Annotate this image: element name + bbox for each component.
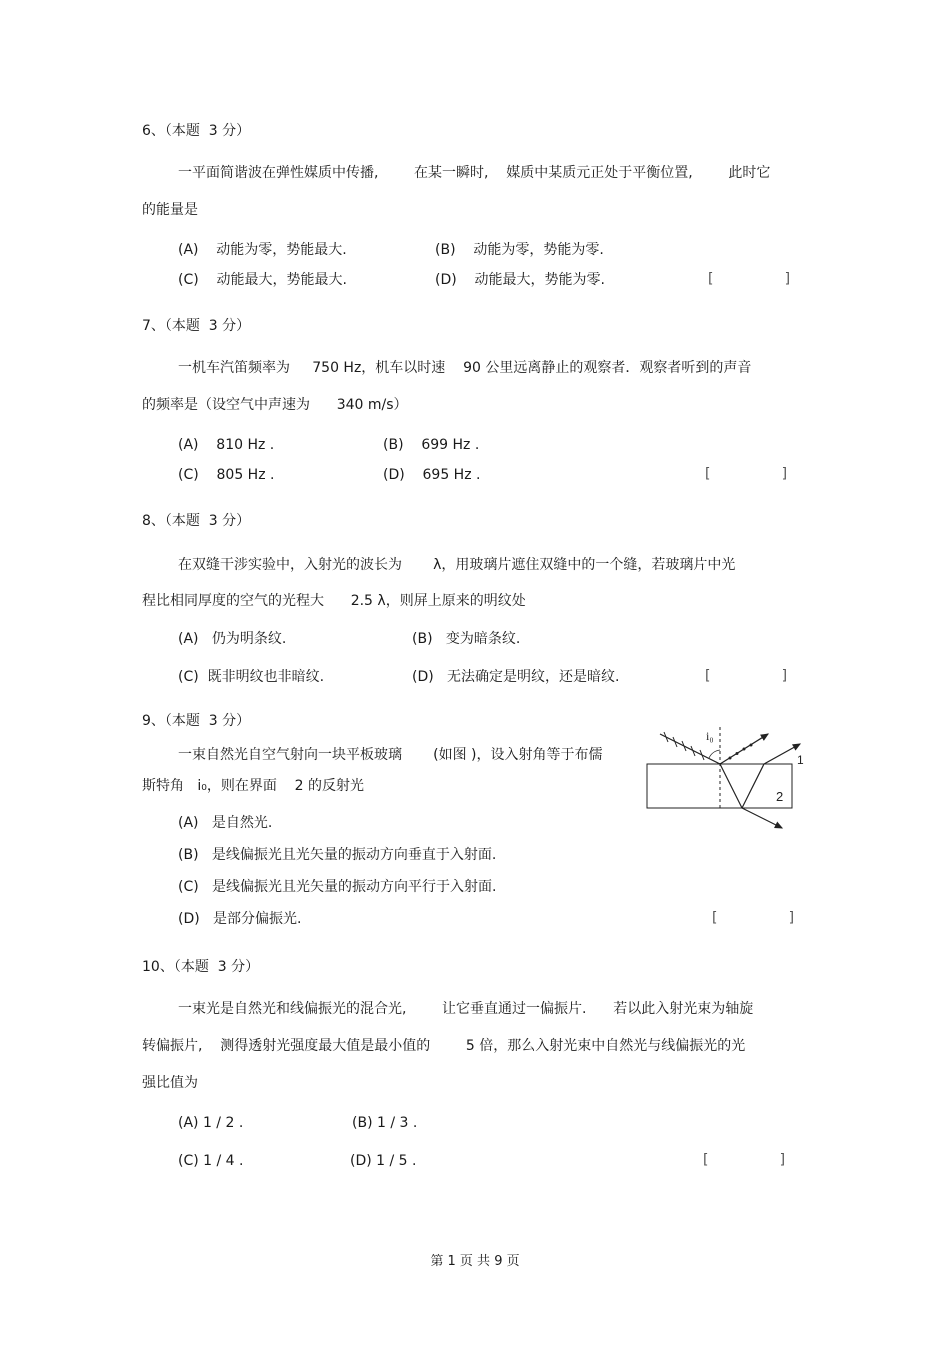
q10-option-b: (B) 1 / 3 . bbox=[352, 1115, 418, 1131]
q6-header: 6、（本题 3 分） bbox=[142, 123, 251, 139]
q7-option-d: (D) 695 Hz . bbox=[383, 467, 481, 483]
q6-answer-bracket[interactable]: [ ] bbox=[708, 271, 791, 287]
brewster-angle-diagram bbox=[640, 722, 810, 834]
q8-header: 8、（本题 3 分） bbox=[142, 513, 251, 529]
q9-option-d: (D) 是部分偏振光. bbox=[178, 911, 302, 927]
interface-2-label: 2 bbox=[776, 789, 784, 804]
q7-stem-line1: 一机车汽笛频率为 750 Hz，机车以时速 90 公里远离静止的观察者．观察者听到的声音 bbox=[178, 360, 752, 376]
q9-stem-line1: 一束自然光自空气射向一块平板玻璃 (如图 )，设入射角等于布儒 bbox=[178, 747, 603, 763]
q7-header: 7、（本题 3 分） bbox=[142, 318, 251, 334]
q7-option-a: (A) 810 Hz . bbox=[178, 437, 275, 453]
angle-label: i₀ bbox=[706, 729, 714, 743]
q9-option-c: (C) 是线偏振光且光矢量的振动方向平行于入射面. bbox=[178, 879, 497, 895]
q10-option-a: (A) 1 / 2 . bbox=[178, 1115, 244, 1131]
q9-answer-bracket[interactable]: [ ] bbox=[712, 910, 795, 926]
q9-stem-line2: 斯特角 i₀，则在界面 2 的反射光 bbox=[142, 778, 365, 794]
q8-stem-line2: 程比相同厚度的空气的光程大 2.5 λ，则屏上原来的明纹处 bbox=[142, 593, 526, 609]
q9-option-b: (B) 是线偏振光且光矢量的振动方向垂直于入射面. bbox=[178, 847, 497, 863]
q6-stem-line2: 的能量是 bbox=[142, 202, 198, 218]
q8-stem-line1: 在双缝干涉实验中，入射光的波长为 λ，用玻璃片遮住双缝中的一个缝，若玻璃片中光 bbox=[178, 557, 736, 573]
q9-option-a: (A) 是自然光. bbox=[178, 815, 273, 831]
q7-option-b: (B) 699 Hz . bbox=[383, 437, 480, 453]
reflected-ray-2 bbox=[742, 764, 764, 808]
q8-option-b: (B) 变为暗条纹. bbox=[412, 631, 521, 647]
emergent-ray bbox=[764, 744, 800, 764]
interface-1-label: 1 bbox=[797, 753, 804, 767]
q6-option-a: (A) 动能为零，势能最大. bbox=[178, 242, 347, 258]
q7-option-c: (C) 805 Hz . bbox=[178, 467, 275, 483]
q6-option-b: (B) 动能为零，势能为零. bbox=[435, 242, 604, 258]
page-footer: 第 1 页 共 9 页 bbox=[430, 1254, 520, 1269]
q9-header: 9、（本题 3 分） bbox=[142, 713, 251, 729]
q8-option-c: (C) 既非明纹也非暗纹. bbox=[178, 669, 325, 685]
q8-answer-bracket[interactable]: [ ] bbox=[705, 668, 788, 684]
angle-arc bbox=[709, 750, 720, 758]
q8-option-a: (A) 仍为明条纹. bbox=[178, 631, 287, 647]
q7-stem-line2: 的频率是（设空气中声速为 340 m/s） bbox=[142, 397, 408, 413]
q6-option-d: (D) 动能最大，势能为零. bbox=[435, 272, 605, 288]
q10-stem-line2: 转偏振片, 测得透射光强度最大值是最小值的 5 倍，那么入射光束中自然光与线偏振光的光 bbox=[142, 1038, 746, 1054]
q6-stem-line1: 一平面简谐波在弹性媒质中传播, 在某一瞬时, 媒质中某质元正处于平衡位置, 此时它 bbox=[178, 165, 771, 181]
polarization-ticks bbox=[664, 732, 704, 760]
q10-answer-bracket[interactable]: [ ] bbox=[703, 1152, 786, 1168]
q6-option-c: (C) 动能最大，势能最大. bbox=[178, 272, 347, 288]
refracted-ray bbox=[720, 764, 742, 808]
q7-answer-bracket[interactable]: [ ] bbox=[705, 466, 788, 482]
q10-stem-line1: 一束光是自然光和线偏振光的混合光, 让它垂直通过一偏振片. 若以此入射光束为轴旋 bbox=[178, 1001, 754, 1017]
q10-header: 10、（本题 3 分） bbox=[142, 959, 260, 975]
q10-option-d: (D) 1 / 5 . bbox=[350, 1153, 417, 1169]
q10-stem-line3: 强比值为 bbox=[142, 1075, 198, 1091]
q8-option-d: (D) 无法确定是明纹，还是暗纹. bbox=[412, 669, 620, 685]
transmitted-ray bbox=[742, 808, 782, 828]
q10-option-c: (C) 1 / 4 . bbox=[178, 1153, 244, 1169]
